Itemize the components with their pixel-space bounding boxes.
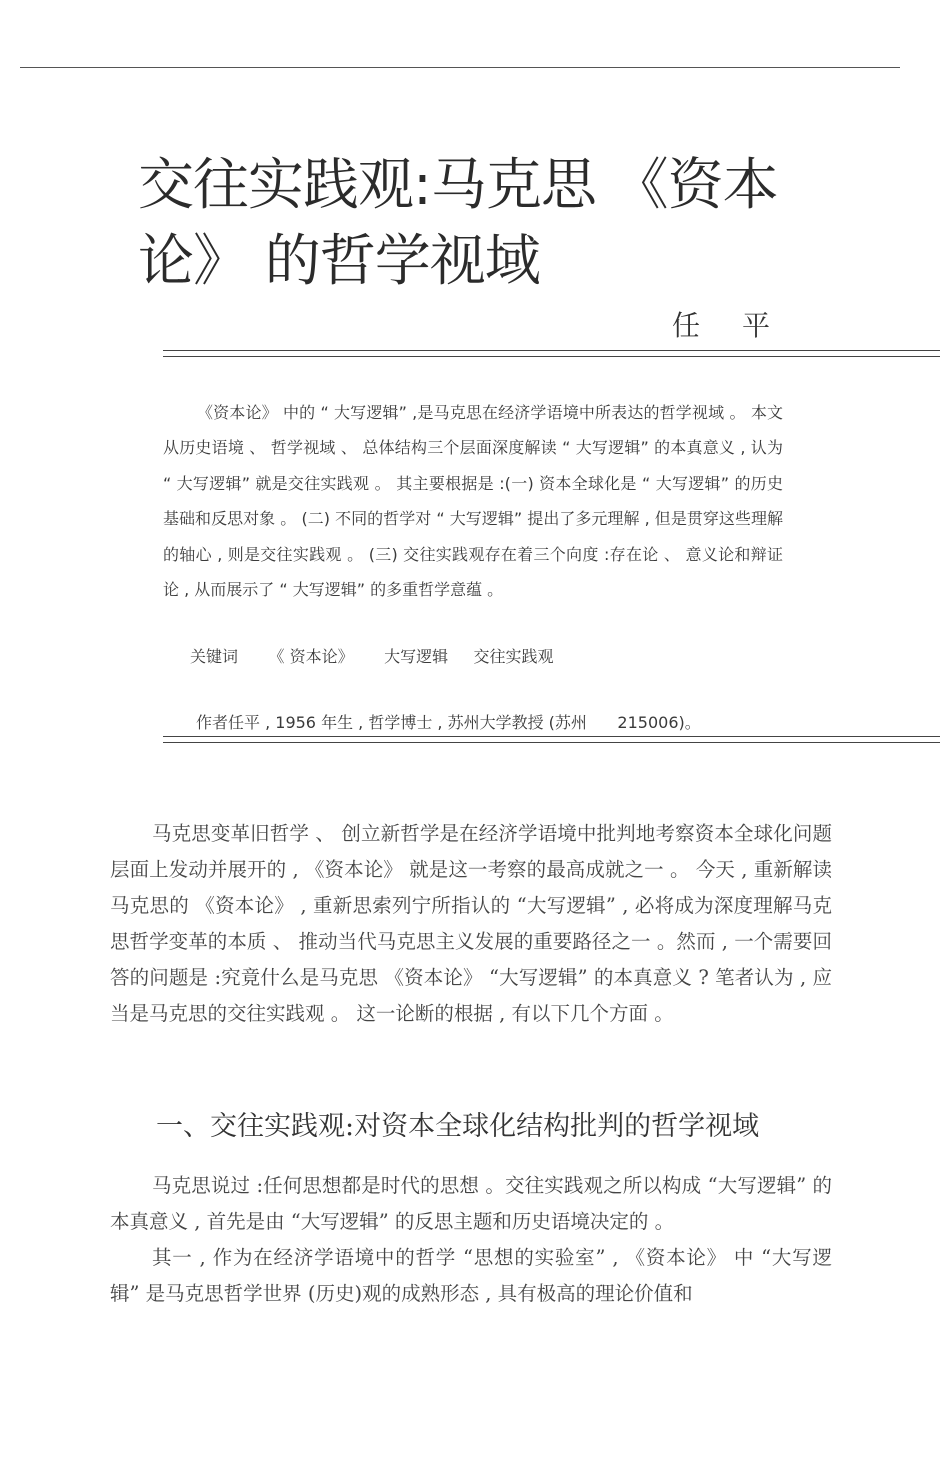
body-paragraph: 马克思变革旧哲学 、 创立新哲学是在经济学语境中批判地考察资本全球化问题层面上发动并展开的 , 《资本论》 就是这一考察的最高成就之一 。 今天 , 重新解读马克思的 《资本论》 , 重新思索列宁所指认的 “大写逻辑” , 必将成为深度理解马克思哲学变革的本质 、 推动当代马克思主义发展的重要路径之一 。然而 , 一个需要回答的问题是 :究竟什么是马克思 《资本论》 “大写逻辑” 的本真意义 ? 笔者认为 , 应当是马克思的交往实践观 。 这一论断的根据 , 有以下几个方面 。: [110, 822, 832, 1025]
abstract-top-rule: [163, 350, 940, 357]
body-paragraph: 其一 , 作为在经济学语境中的哲学 “思想的实验室” , 《资本论》 中 “大写逻辑” 是马克思哲学世界 (历史)观的成熟形态 , 具有极高的理论价值和: [110, 1246, 832, 1305]
abstract: 《资本论》 中的 “ 大写逻辑” ,是马克思在经济学语境中所表达的哲学视域 。 本文从历史语境 、 哲学视域 、 总体结构三个层面深度解读 “ 大写逻辑” 的本真意义 , 认为 “ 大写逻辑” 就是交往实践观 。 其主要根据是 :(一) 资本全球化是 “ 大写逻辑” 的历史基础和反思对象 。 (二) 不同的哲学对 “ 大写逻辑” 提出了多元理解 , 但是贯穿这些理解的轴心 , 则是交往实践观 。 (三) 交往实践观存在着三个向度 :存在论 、 意义论和辩证论 , 从而展示了 “ 大写逻辑” 的多重哲学意蕴 。: [163, 403, 783, 600]
article-title: 交往实践观:马克思 《资本论》 的哲学视域: [138, 153, 778, 294]
author-info: 作者任平 , 1956 年生 , 哲学博士 , 苏州大学教授 (苏州 215006)。: [196, 713, 701, 732]
author-name: 任平: [672, 309, 813, 342]
section-heading: 一、交往实践观:对资本全球化结构批判的哲学视域: [156, 1111, 760, 1142]
top-rule: [20, 67, 900, 68]
keywords: 关键词 《 资本论》 大写逻辑 交往实践观: [190, 647, 554, 666]
abstract-bottom-rule: [163, 736, 940, 743]
body-paragraph: 马克思说过 :任何思想都是时代的思想 。交往实践观之所以构成 “大写逻辑” 的本真意义 , 首先是由 “大写逻辑” 的反思主题和历史语境决定的 。: [110, 1174, 832, 1233]
